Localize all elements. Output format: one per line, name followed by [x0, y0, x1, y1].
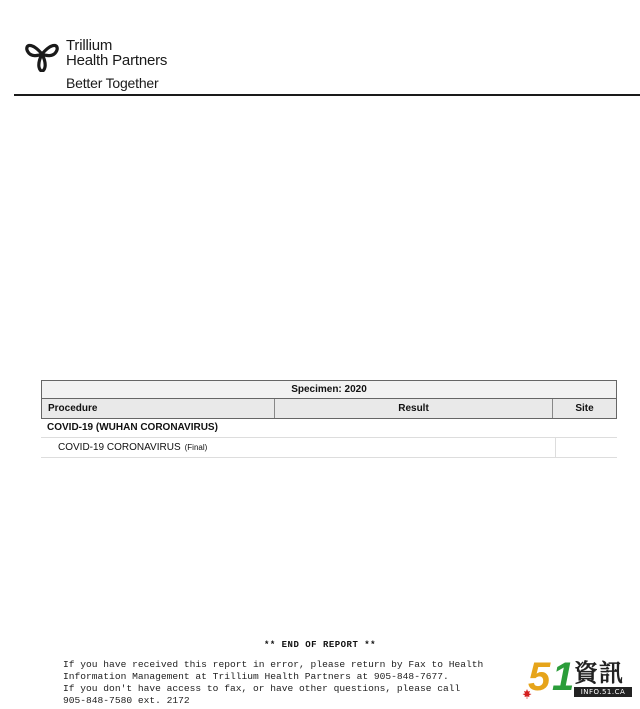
footer-line: If you don't have access to fax, or have other questions, please call [63, 683, 461, 694]
source-watermark [522, 657, 634, 701]
site-cell [556, 438, 617, 457]
footer-line: If you have received this report in error, please return by Fax to Health [63, 659, 484, 670]
org-name-line1: Trillium [66, 37, 113, 54]
procedure-cell [41, 438, 556, 457]
specimen-header: Specimen: 2020 [41, 380, 617, 398]
procedure-group-title: COVID-19 (WUHAN CORONAVIRUS) [41, 419, 617, 438]
watermark-url: INFO.51.CA [574, 687, 632, 697]
end-of-report-marker: ** END OF REPORT ** [263, 640, 377, 650]
footer-line: 905-848-7580 ext. 2172 [63, 695, 190, 706]
column-header-result: Result [275, 399, 553, 418]
watermark-digit-five: 5 [528, 655, 551, 699]
report-table [41, 380, 617, 458]
footer-line: Information Management at Trillium Health Partners at 905-848-7677. [63, 671, 449, 682]
watermark-digit-one: 1 [552, 655, 575, 699]
column-header-procedure: Procedure [42, 399, 275, 418]
table-header-row [41, 398, 617, 419]
table-row [41, 438, 617, 458]
footer-disclaimer [63, 659, 533, 707]
trillium-logo-icon [22, 36, 62, 72]
brand-block [66, 38, 167, 91]
procedure-status: (Final) [184, 443, 208, 452]
procedure-name: COVID-19 CORONAVIRUS [58, 442, 181, 453]
watermark-chinese-text: 資訊 [574, 659, 624, 687]
org-tagline: Better Together [66, 75, 159, 91]
org-name-line2: Health Partners [66, 52, 168, 69]
column-header-site: Site [575, 403, 594, 414]
header-divider [14, 94, 640, 96]
